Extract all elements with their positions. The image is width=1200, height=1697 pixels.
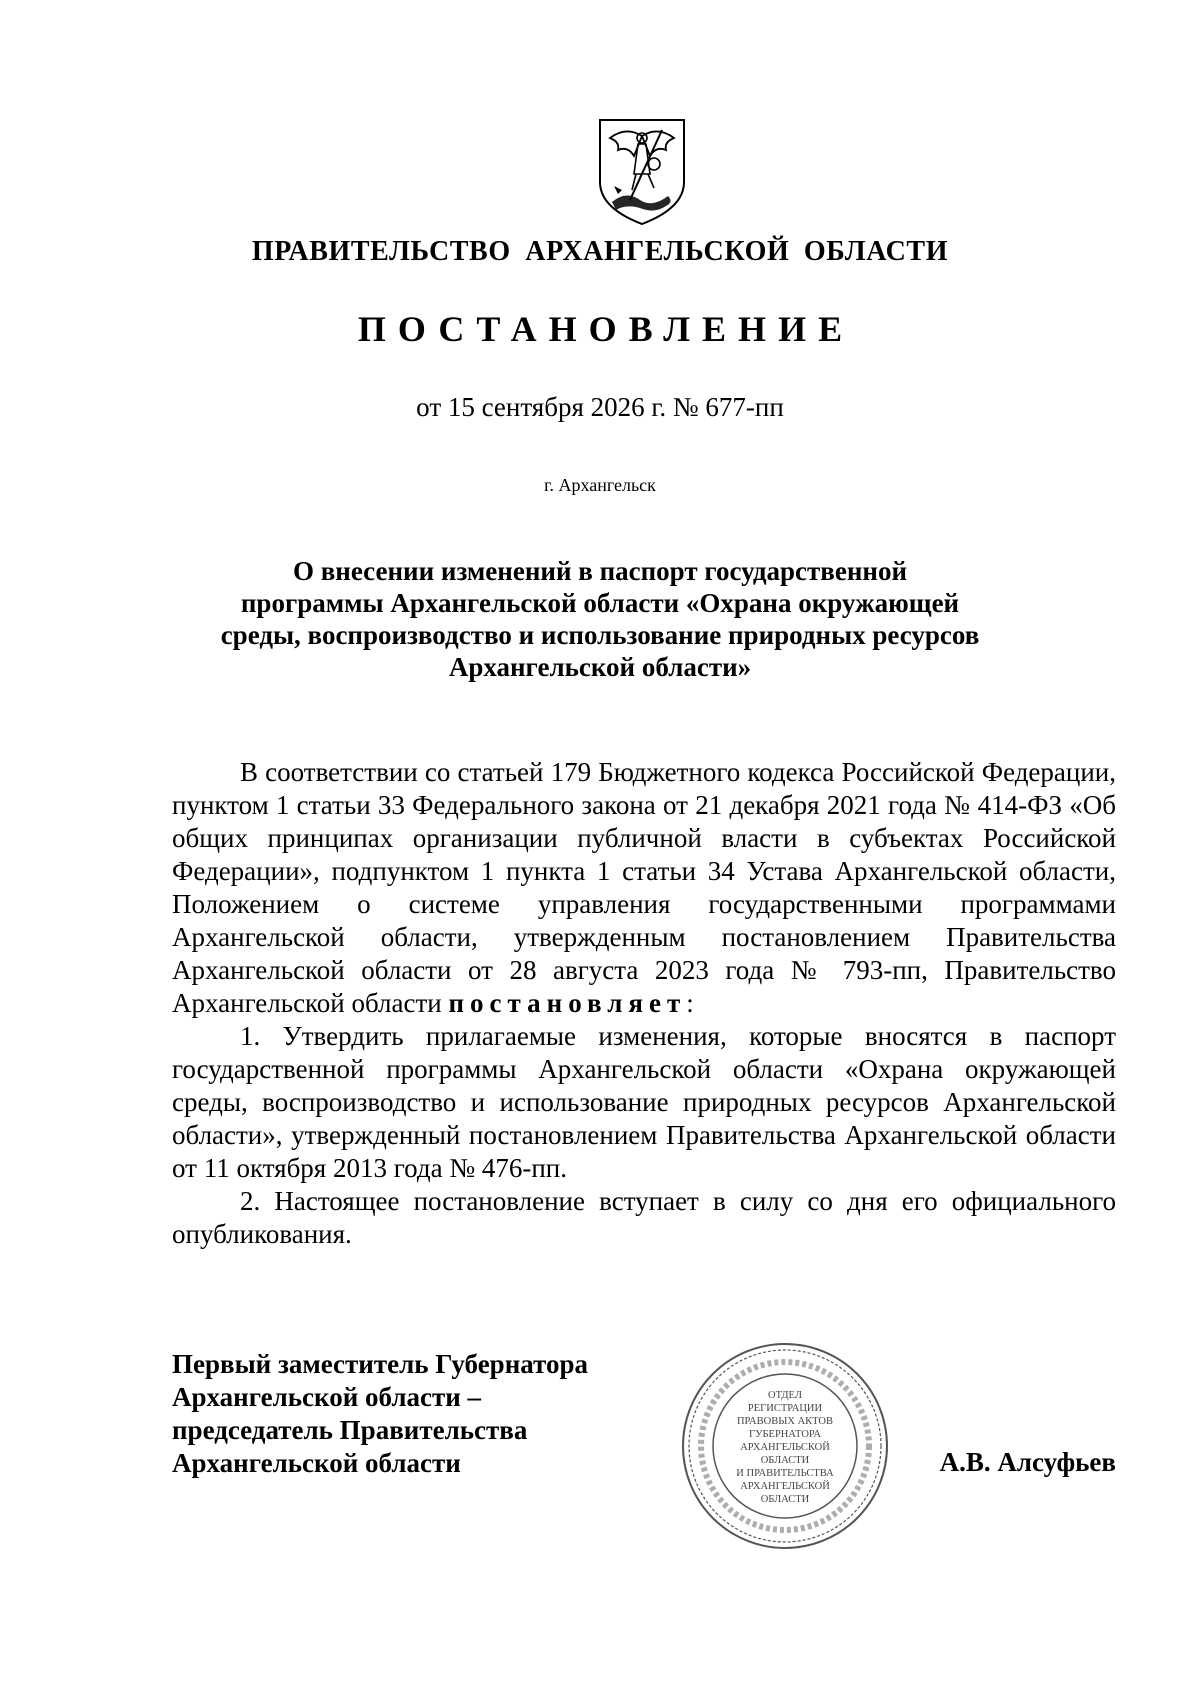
stamp-line: ОТДЕЛ — [768, 1390, 802, 1401]
stamp-line: АРХАНГЕЛЬСКОЙ — [740, 1481, 830, 1492]
signatory-name: А.В. Алсуфьев — [939, 1447, 1116, 1477]
document-title — [190, 555, 1010, 683]
preamble-paragraph — [172, 756, 1116, 1020]
decree-suffix: : — [686, 988, 694, 1018]
signatory-position-line: Архангельской области – — [172, 1382, 482, 1412]
item-2-paragraph: 2. Настоящее постановление вступает в силу со дня его официального опубликования. — [172, 1186, 1116, 1249]
preamble-text: В соответствии со статьей 179 Бюджетного кодекса Российской Федерации, пунктом 1 статьи 33 Федерального закона от 21 декабря 2021 года № 414-ФЗ «Об общих принципах организации публичной власти в субъектах Российской Федерации», подпунктом 1 пункта 1 статьи 34 Устава Архангельской области, Положением о системе управления государственными программами Архангельской области, утвержденным постановлением Правительства Архангельской области от 28 августа 2023 года № 793-пп, Правительство Архангельской области — [172, 757, 1116, 1018]
official-round-stamp-icon — [676, 1340, 894, 1552]
stamp-line: ПРАВОВЫХ АКТОВ — [736, 1416, 834, 1427]
signatory-position — [172, 1348, 588, 1480]
stamp-line: РЕГИСТРАЦИИ — [747, 1403, 823, 1414]
title-line: Архангельской области» — [448, 652, 752, 682]
stamp-line: И ПРАВИТЕЛЬСТВА — [736, 1468, 834, 1479]
item-1-paragraph: 1. Утвердить прилагаемые изменения, которые вносятся в паспорт государственной программы Архангельской области «Охрана окружающей среды, воспроизводство и использование природных ресурсов Архангельской области», утвержденный постановлением Правительства Архангельской области от 11 октября 2013 года № 476-пп. — [172, 1021, 1116, 1183]
document-type: ПОСТАНОВЛЕНИЕ — [357, 309, 855, 349]
title-line: среды, воспроизводство и использование природных ресурсов — [220, 620, 980, 650]
stamp-line: ГУБЕРНАТОРА — [749, 1429, 821, 1440]
decree-word: постановляет — [448, 988, 687, 1018]
document-date-number: от 15 сентября 2026 г. № 677-пп — [416, 392, 784, 422]
document-body — [172, 756, 1116, 1251]
document-city: г. Архангельск — [544, 475, 656, 495]
title-line: О внесении изменений в паспорт государственной — [292, 556, 908, 586]
signatory-position-line: председатель Правительства — [172, 1415, 528, 1445]
stamp-line: АРХАНГЕЛЬСКОЙ — [740, 1442, 830, 1453]
organization-name: ПРАВИТЕЛЬСТВО АРХАНГЕЛЬСКОЙ ОБЛАСТИ — [251, 236, 949, 267]
archangel-coat-of-arms-icon — [596, 116, 688, 228]
title-line: программы Архангельской области «Охрана окружающей — [240, 588, 960, 618]
stamp-line: ОБЛАСТИ — [760, 1455, 810, 1466]
signatory-position-line: Первый заместитель Губернатора — [172, 1349, 588, 1379]
stamp-line: ОБЛАСТИ — [760, 1494, 810, 1505]
signatory-position-line: Архангельской области — [172, 1448, 461, 1478]
